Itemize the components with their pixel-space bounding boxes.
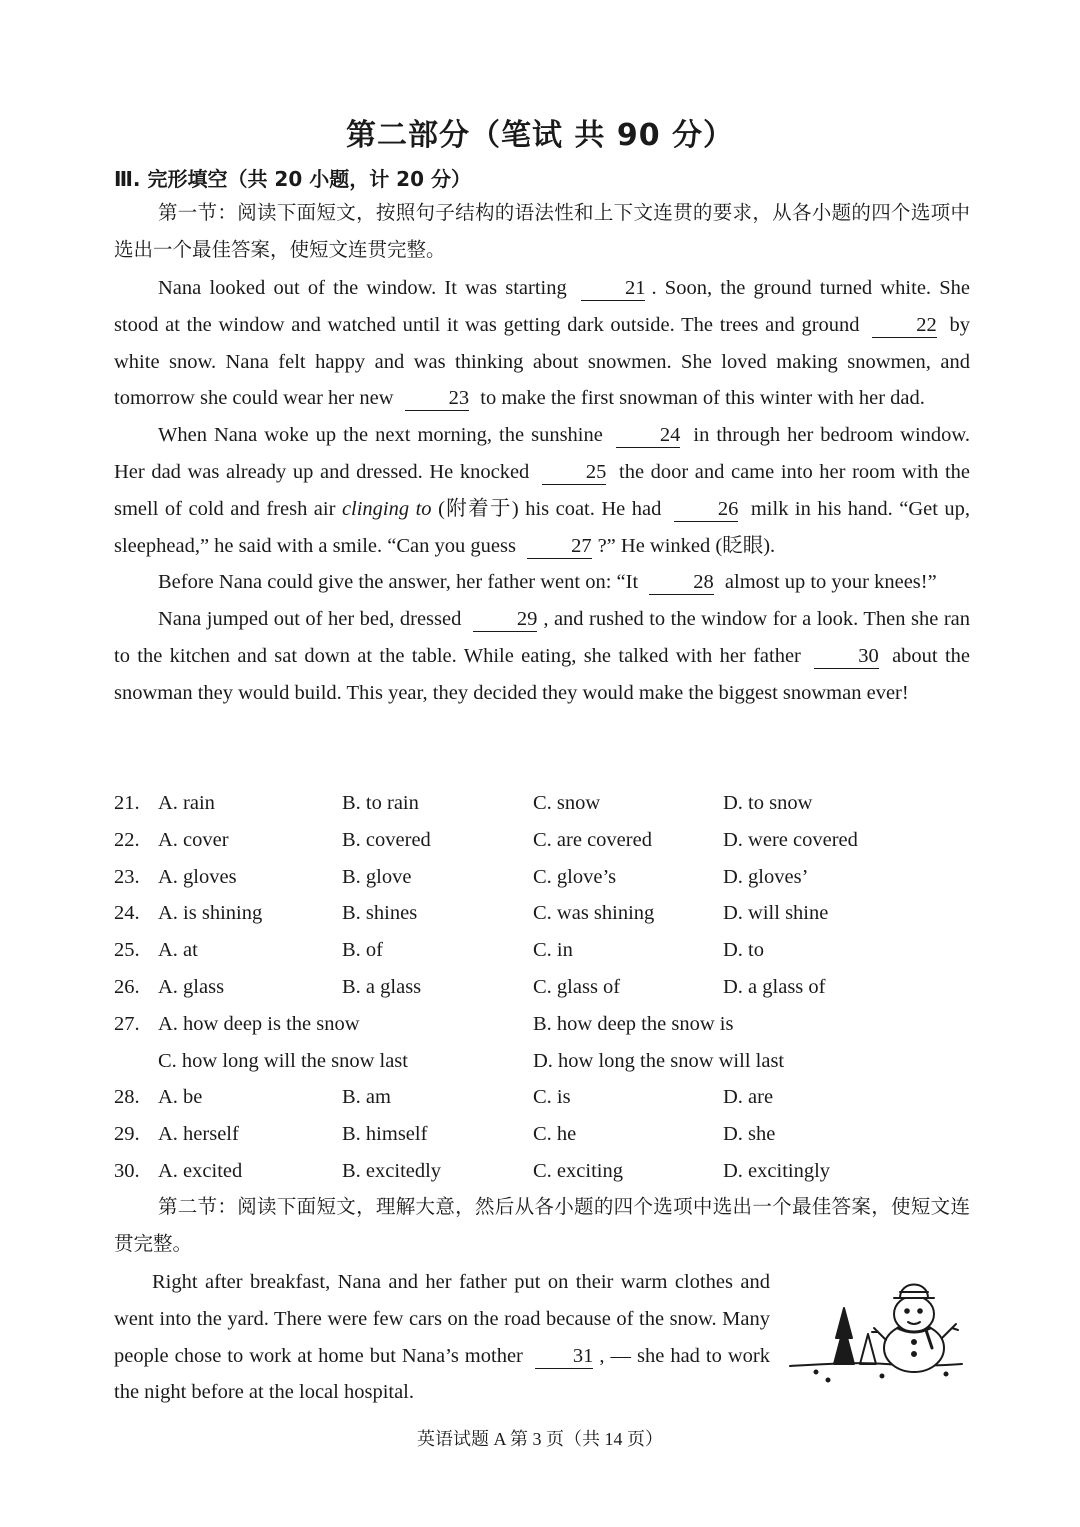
option-row-27a: 27. A. how deep is the snow B. how deep the snow is (114, 1006, 970, 1043)
option-c: C. snow (533, 792, 601, 814)
blank-23: 23 (405, 386, 470, 411)
option-d: D. are (723, 1086, 774, 1109)
option-d: D. gloves’ (723, 865, 809, 888)
passage-paragraph-1: Nana looked out of the window. It was starting 21 . Soon, the ground turned white. She stood at the window and watched until it was getting dark outside. The trees and ground 22 by white snow. Nana felt happy and was thinking about snowmen. She loved making snowmen, and tomorrow she could wear her new 23 to make the first snowman of this winter with her dad. (114, 277, 971, 410)
option-c: C. glass of (533, 975, 621, 998)
snowman-illustration (786, 1268, 966, 1392)
chinese-gloss: (附着于) (438, 497, 519, 520)
option-b: B. to rain (342, 792, 419, 814)
option-row-23: 23. A. gloves B. glove C. glove’s D. gloves’ (114, 859, 970, 896)
blank-22: 22 (872, 313, 937, 338)
blank-31: 31 (535, 1344, 594, 1369)
option-b: B. excitedly (342, 1159, 442, 1182)
option-c: C. he (533, 1123, 577, 1146)
blank-29: 29 (473, 607, 538, 632)
option-a: A. be (158, 1086, 203, 1109)
option-d: D. were covered (723, 828, 858, 851)
part1-instruction: 第一节：阅读下面短文，按照句子结构的语法性和上下文连贯的要求，从各小题的四个选项中选出一个最佳答案，使短文连贯完整。 (114, 203, 970, 261)
option-row-26: 26. A. glass B. a glass C. glass of D. a glass of (114, 969, 970, 1006)
blank-26: 26 (674, 497, 739, 522)
option-c: C. was shining (533, 902, 655, 925)
option-row-30: 30. A. excited B. excitedly C. exciting D. excitingly (114, 1153, 970, 1190)
blank-25: 25 (542, 460, 607, 485)
option-c: C. exciting (533, 1159, 623, 1182)
part1-instruction-block (114, 196, 970, 270)
part-title: 第二部分（笔试 共 90 分） (345, 118, 735, 153)
option-row-29: 29. A. herself B. himself C. he D. she (114, 1116, 970, 1153)
option-d: D. how long the snow will last (533, 1049, 785, 1072)
option-c: C. is (533, 1086, 571, 1109)
option-row-24: 24. A. is shining B. shines C. was shining D. will shine (114, 895, 970, 932)
blank-24: 24 (616, 423, 681, 448)
option-b: B. himself (342, 1123, 428, 1146)
option-b: B. shines (342, 902, 418, 925)
option-a: A. is shining (158, 902, 263, 925)
option-d: D. to (723, 939, 764, 962)
option-b: B. of (342, 939, 383, 962)
passage-2 (114, 1264, 770, 1411)
blank-21: 21 (581, 276, 646, 301)
option-b: B. how deep the snow is (533, 1012, 734, 1035)
italic-phrase: clinging to (341, 497, 432, 520)
option-b: B. am (342, 1086, 391, 1109)
option-d: D. excitingly (723, 1159, 831, 1182)
option-c: C. are covered (533, 828, 652, 851)
passage-paragraph-4: Nana jumped out of her bed, dressed 29 , and rushed to the window for a look. Then she ran to the kitchen and sat down at the table. While eating, she talked with her father 30 about the snowman they would build. This year, they decided they would make the biggest snowman ever! (114, 608, 971, 704)
option-a: A. rain (158, 792, 215, 814)
blank-28: 28 (649, 570, 714, 595)
option-c: C. in (533, 939, 573, 962)
passage-paragraph-2: When Nana woke up the next morning, the sunshine 24 in through her bedroom window. Her dad was already up and dressed. He knocked 25 the door and came into her room with the smell of cold and fresh air clinging to (附着于) his coat. He had 26 milk in his hand. “Get up, sleephead,” he said with a smile. “Can you guess 27 ?” He winked (眨眼). (114, 424, 971, 557)
option-d: D. she (723, 1123, 776, 1146)
option-a: A. gloves (158, 865, 237, 888)
option-b: B. glove (342, 865, 412, 888)
blank-27: 27 (527, 534, 592, 559)
option-d: D. a glass of (723, 975, 826, 998)
options-list (114, 785, 970, 1190)
passage-paragraph-3: Before Nana could give the answer, her father went on: “It 28 almost up to your knees!” (158, 571, 937, 594)
option-c: C. glove’s (533, 865, 617, 888)
part2-instruction-block (114, 1190, 970, 1264)
option-a: A. cover (158, 828, 229, 851)
option-a: A. excited (158, 1159, 243, 1182)
option-row-27b (114, 1043, 970, 1080)
option-row-22: 22. A. cover B. covered C. are covered D. were covered (114, 822, 970, 859)
option-d: D. to snow (723, 792, 813, 814)
blank-30: 30 (814, 644, 879, 669)
page-footer: 英语试题 A 第 3 页（共 14 页） (416, 1429, 663, 1449)
option-c: C. how long will the snow last (158, 1049, 408, 1072)
option-a: A. how deep is the snow (158, 1012, 360, 1035)
option-row-28: 28. A. be B. am C. is D. are (114, 1079, 970, 1116)
option-a: A. at (158, 939, 198, 962)
option-d: D. will shine (723, 902, 829, 925)
option-row-25: 25. A. at B. of C. in D. to (114, 932, 970, 969)
passage-2-paragraph-1: Right after breakfast, Nana and her father put on their warm clothes and went into the yard. There were few cars on the road because of the snow. Many people chose to work at home but Nana’s mother 31 , — she had to work the night before at the local hospital. (114, 1271, 770, 1404)
section-heading: Ⅲ. 完形填空（共 20 小题，计 20 分） (114, 167, 471, 191)
passage (114, 270, 970, 712)
part2-instruction: 第二节：阅读下面短文，理解大意，然后从各小题的四个选项中选出一个最佳答案，使短文连贯完整。 (114, 1197, 970, 1255)
option-b: B. a glass (342, 975, 422, 998)
option-a: A. herself (158, 1123, 239, 1146)
option-row-21: 21. A. rain B. to rain C. snow D. to snow (114, 785, 970, 822)
option-b: B. covered (342, 828, 431, 851)
option-a: A. glass (158, 975, 225, 998)
